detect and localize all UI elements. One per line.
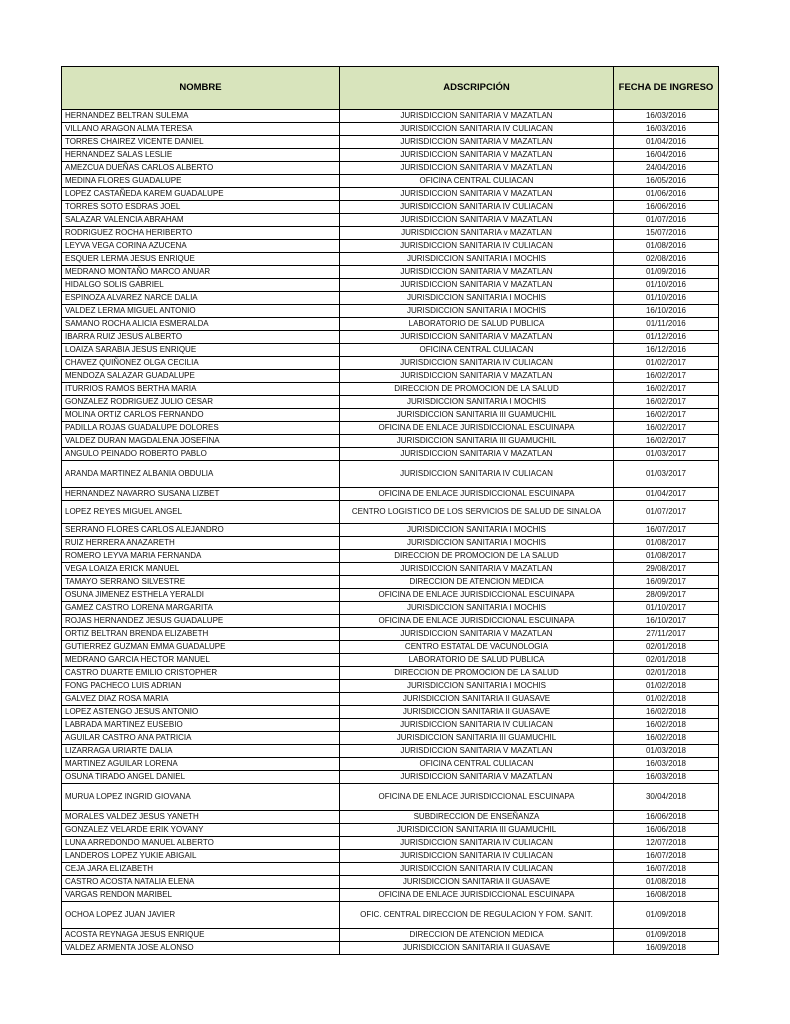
cell-fecha: 01/04/2016 — [614, 136, 719, 149]
cell-nombre: LIZARRAGA URIARTE DALIA — [62, 745, 340, 758]
cell-nombre: LABRADA MARTINEZ EUSEBIO — [62, 719, 340, 732]
table-row — [62, 929, 719, 942]
cell-fecha: 01/02/2018 — [614, 680, 719, 693]
table-row — [62, 136, 719, 149]
cell-fecha: 02/01/2018 — [614, 654, 719, 667]
cell-nombre: MEDINA FLORES GUADALUPE — [62, 175, 340, 188]
cell-adscripcion: JURISDICCION SANITARIA II GUASAVE — [340, 693, 614, 706]
cell-fecha: 16/02/2018 — [614, 719, 719, 732]
cell-nombre: ARANDA MARTINEZ ALBANIA OBDULIA — [62, 461, 340, 488]
cell-adscripcion: JURISDICCION SANITARIA III GUAMUCHIL — [340, 409, 614, 422]
cell-adscripcion: JURISDICCION SANITARIA I MOCHIS — [340, 305, 614, 318]
cell-adscripcion: OFICINA DE ENLACE JURISDICCIONAL ESCUINAPA — [340, 615, 614, 628]
table-row — [62, 550, 719, 563]
cell-nombre: MENDOZA SALAZAR GUADALUPE — [62, 370, 340, 383]
cell-fecha: 16/02/2017 — [614, 435, 719, 448]
cell-adscripcion: JURISDICCION SANITARIA I MOCHIS — [340, 524, 614, 537]
cell-nombre: VALDEZ DURAN MAGDALENA JOSEFINA — [62, 435, 340, 448]
cell-fecha: 28/09/2017 — [614, 589, 719, 602]
cell-fecha: 01/08/2017 — [614, 550, 719, 563]
cell-adscripcion: JURISDICCION SANITARIA IV CULIACAN — [340, 850, 614, 863]
cell-fecha: 16/02/2018 — [614, 706, 719, 719]
cell-adscripcion: JURISDICCION SANITARIA I MOCHIS — [340, 292, 614, 305]
table-row — [62, 719, 719, 732]
cell-fecha: 16/06/2018 — [614, 824, 719, 837]
cell-fecha: 16/10/2016 — [614, 305, 719, 318]
table-row — [62, 902, 719, 929]
cell-fecha: 16/04/2016 — [614, 149, 719, 162]
cell-adscripcion: JURISDICCION SANITARIA I MOCHIS — [340, 602, 614, 615]
cell-nombre: RUIZ HERRERA ANAZARETH — [62, 537, 340, 550]
cell-adscripcion: OFICINA CENTRAL CULIACAN — [340, 758, 614, 771]
table-row — [62, 214, 719, 227]
table-row — [62, 396, 719, 409]
cell-adscripcion: JURISDICCION SANITARIA V MAZATLAN — [340, 331, 614, 344]
cell-nombre: ITURRIOS RAMOS BERTHA MARIA — [62, 383, 340, 396]
header-fecha-ingreso: FECHA DE INGRESO — [614, 67, 719, 110]
cell-adscripcion: JURISDICCION SANITARIA I MOCHIS — [340, 680, 614, 693]
table-row — [62, 706, 719, 719]
table-row — [62, 524, 719, 537]
cell-adscripcion: OFICINA CENTRAL CULIACAN — [340, 175, 614, 188]
cell-nombre: TAMAYO SERRANO SILVESTRE — [62, 576, 340, 589]
cell-nombre: OSUNA JIMENEZ ESTHELA YERALDI — [62, 589, 340, 602]
cell-fecha: 29/08/2017 — [614, 563, 719, 576]
cell-nombre: LOPEZ ASTENGO JESUS ANTONIO — [62, 706, 340, 719]
cell-fecha: 01/04/2017 — [614, 488, 719, 501]
cell-nombre: LUNA ARREDONDO MANUEL ALBERTO — [62, 837, 340, 850]
cell-adscripcion: JURISDICCION SANITARIA IV CULIACAN — [340, 863, 614, 876]
table-row — [62, 615, 719, 628]
cell-adscripcion: JURISDICCION SANITARIA V MAZATLAN — [340, 266, 614, 279]
table-row — [62, 680, 719, 693]
cell-adscripcion: JURISDICCION SANITARIA I MOCHIS — [340, 537, 614, 550]
table-row — [62, 292, 719, 305]
table-row — [62, 850, 719, 863]
table-row — [62, 576, 719, 589]
table-row — [62, 771, 719, 784]
table-row — [62, 889, 719, 902]
cell-adscripcion: JURISDICCION SANITARIA I MOCHIS — [340, 396, 614, 409]
cell-fecha: 15/07/2016 — [614, 227, 719, 240]
cell-fecha: 16/07/2017 — [614, 524, 719, 537]
cell-fecha: 01/07/2017 — [614, 501, 719, 524]
table-row — [62, 370, 719, 383]
cell-nombre: VARGAS RENDON MARIBEL — [62, 889, 340, 902]
cell-nombre: ACOSTA REYNAGA JESUS ENRIQUE — [62, 929, 340, 942]
table-row — [62, 331, 719, 344]
table-row — [62, 383, 719, 396]
cell-adscripcion: JURISDICCION SANITARIA IV CULIACAN — [340, 357, 614, 370]
cell-fecha: 01/12/2016 — [614, 331, 719, 344]
cell-fecha: 01/06/2016 — [614, 188, 719, 201]
cell-adscripcion: LABORATORIO DE SALUD PUBLICA — [340, 654, 614, 667]
cell-nombre: MEDRANO MONTAÑO MARCO ANUAR — [62, 266, 340, 279]
cell-fecha: 16/03/2018 — [614, 758, 719, 771]
table-row — [62, 266, 719, 279]
cell-nombre: MORALES VALDEZ JESUS YANETH — [62, 811, 340, 824]
table-row — [62, 461, 719, 488]
table-row — [62, 344, 719, 357]
table-row — [62, 435, 719, 448]
table-row — [62, 149, 719, 162]
cell-fecha: 16/02/2017 — [614, 383, 719, 396]
cell-adscripcion: CENTRO LOGISTICO DE LOS SERVICIOS DE SALUD DE SINALOA — [340, 501, 614, 524]
table-row — [62, 758, 719, 771]
employee-table — [61, 66, 719, 955]
cell-adscripcion: OFICINA CENTRAL CULIACAN — [340, 344, 614, 357]
cell-nombre: CEJA JARA ELIZABETH — [62, 863, 340, 876]
cell-fecha: 01/10/2016 — [614, 292, 719, 305]
table-row — [62, 162, 719, 175]
cell-nombre: SALAZAR VALENCIA ABRAHAM — [62, 214, 340, 227]
cell-fecha: 27/11/2017 — [614, 628, 719, 641]
cell-nombre: LEYVA VEGA CORINA AZUCENA — [62, 240, 340, 253]
cell-nombre: OCHOA LOPEZ JUAN JAVIER — [62, 902, 340, 929]
cell-fecha: 01/11/2016 — [614, 318, 719, 331]
cell-adscripcion: JURISDICCION SANITARIA IV CULIACAN — [340, 240, 614, 253]
cell-fecha: 16/06/2016 — [614, 201, 719, 214]
cell-nombre: PADILLA ROJAS GUADALUPE DOLORES — [62, 422, 340, 435]
table-row — [62, 305, 719, 318]
cell-nombre: GONZALEZ VELARDE ERIK YOVANY — [62, 824, 340, 837]
cell-nombre: CASTRO ACOSTA NATALIA ELENA — [62, 876, 340, 889]
cell-adscripcion: JURISDICCION SANITARIA V MAZATLAN — [340, 448, 614, 461]
cell-adscripcion: JURISDICCION SANITARIA V MAZATLAN — [340, 370, 614, 383]
cell-fecha: 01/03/2017 — [614, 448, 719, 461]
cell-adscripcion: JURISDICCION SANITARIA V MAZATLAN — [340, 771, 614, 784]
cell-nombre: OSUNA TIRADO ANGEL DANIEL — [62, 771, 340, 784]
table-row — [62, 253, 719, 266]
cell-fecha: 16/10/2017 — [614, 615, 719, 628]
table-row — [62, 863, 719, 876]
header-adscripcion: ADSCRIPCIÓN — [340, 67, 614, 110]
cell-adscripcion: JURISDICCION SANITARIA V MAZATLAN — [340, 136, 614, 149]
cell-fecha: 02/01/2018 — [614, 667, 719, 680]
cell-fecha: 16/12/2016 — [614, 344, 719, 357]
cell-fecha: 01/08/2016 — [614, 240, 719, 253]
cell-fecha: 01/10/2016 — [614, 279, 719, 292]
table-row — [62, 641, 719, 654]
cell-nombre: VALDEZ LERMA MIGUEL ANTONIO — [62, 305, 340, 318]
cell-fecha: 16/02/2017 — [614, 396, 719, 409]
cell-adscripcion: OFICINA DE ENLACE JURISDICCIONAL ESCUINAPA — [340, 784, 614, 811]
cell-adscripcion: JURISDICCION SANITARIA II GUASAVE — [340, 876, 614, 889]
cell-adscripcion: LABORATORIO DE SALUD PUBLICA — [340, 318, 614, 331]
cell-nombre: MOLINA ORTIZ CARLOS FERNANDO — [62, 409, 340, 422]
cell-fecha: 01/03/2018 — [614, 745, 719, 758]
cell-nombre: AGUILAR CASTRO ANA PATRICIA — [62, 732, 340, 745]
cell-nombre: ROJAS HERNANDEZ JESUS GUADALUPE — [62, 615, 340, 628]
cell-nombre: CASTRO DUARTE EMILIO CRISTOPHER — [62, 667, 340, 680]
cell-fecha: 16/02/2017 — [614, 409, 719, 422]
cell-nombre: LOPEZ CASTAÑEDA KAREM GUADALUPE — [62, 188, 340, 201]
cell-nombre: VEGA LOAIZA ERICK MANUEL — [62, 563, 340, 576]
cell-nombre: GALVEZ DIAZ ROSA MARIA — [62, 693, 340, 706]
cell-fecha: 16/02/2017 — [614, 422, 719, 435]
cell-adscripcion: DIRECCION DE PROMOCION DE LA SALUD — [340, 667, 614, 680]
cell-adscripcion: JURISDICCION SANITARIA V MAZATLAN — [340, 628, 614, 641]
header-row — [62, 67, 719, 110]
cell-nombre: TORRES SOTO ESDRAS JOEL — [62, 201, 340, 214]
cell-nombre: MEDRANO GARCIA HECTOR MANUEL — [62, 654, 340, 667]
cell-adscripcion: OFICINA DE ENLACE JURISDICCIONAL ESCUINAPA — [340, 889, 614, 902]
cell-adscripcion: JURISDICCION SANITARIA V MAZATLAN — [340, 279, 614, 292]
cell-fecha: 01/09/2016 — [614, 266, 719, 279]
cell-nombre: ANGULO PEINADO ROBERTO PABLO — [62, 448, 340, 461]
cell-adscripcion: DIRECCION DE PROMOCION DE LA SALUD — [340, 383, 614, 396]
cell-nombre: MURUA LOPEZ INGRID GIOVANA — [62, 784, 340, 811]
cell-adscripcion: JURISDICCION SANITARIA V MAZATLAN — [340, 745, 614, 758]
table-row — [62, 654, 719, 667]
cell-fecha: 16/02/2017 — [614, 370, 719, 383]
cell-adscripcion: JURISDICCION SANITARIA v MAZATLAN — [340, 227, 614, 240]
cell-adscripcion: DIRECCION DE ATENCION MEDICA — [340, 929, 614, 942]
cell-fecha: 16/05/2016 — [614, 175, 719, 188]
table-row — [62, 488, 719, 501]
cell-adscripcion: JURISDICCION SANITARIA IV CULIACAN — [340, 461, 614, 488]
table-row — [62, 876, 719, 889]
table-row — [62, 318, 719, 331]
cell-fecha: 16/07/2018 — [614, 863, 719, 876]
table-row — [62, 942, 719, 955]
table-row — [62, 628, 719, 641]
cell-adscripcion: JURISDICCION SANITARIA V MAZATLAN — [340, 149, 614, 162]
cell-nombre: FONG PACHECO LUIS ADRIAN — [62, 680, 340, 693]
cell-adscripcion: DIRECCION DE ATENCION MEDICA — [340, 576, 614, 589]
cell-fecha: 16/09/2018 — [614, 942, 719, 955]
cell-nombre: VILLANO ARAGON ALMA TERESA — [62, 123, 340, 136]
cell-adscripcion: JURISDICCION SANITARIA V MAZATLAN — [340, 162, 614, 175]
cell-fecha: 16/02/2018 — [614, 732, 719, 745]
cell-nombre: LANDEROS LOPEZ YUKIE ABIGAIL — [62, 850, 340, 863]
cell-fecha: 01/02/2018 — [614, 693, 719, 706]
table-row — [62, 501, 719, 524]
table-body — [62, 110, 719, 955]
table-row — [62, 357, 719, 370]
table-row — [62, 537, 719, 550]
cell-nombre: CHAVEZ QUIÑONEZ OLGA CECILIA — [62, 357, 340, 370]
table-row — [62, 745, 719, 758]
cell-adscripcion: JURISDICCION SANITARIA II GUASAVE — [340, 706, 614, 719]
table-row — [62, 201, 719, 214]
table-row — [62, 188, 719, 201]
cell-adscripcion: JURISDICCION SANITARIA V MAZATLAN — [340, 110, 614, 123]
table-row — [62, 409, 719, 422]
cell-adscripcion: JURISDICCION SANITARIA V MAZATLAN — [340, 188, 614, 201]
cell-nombre: SERRANO FLORES CARLOS ALEJANDRO — [62, 524, 340, 537]
cell-adscripcion: OFIC. CENTRAL DIRECCION DE REGULACION Y FOM. SANIT. — [340, 902, 614, 929]
cell-adscripcion: OFICINA DE ENLACE JURISDICCIONAL ESCUINAPA — [340, 422, 614, 435]
cell-nombre: ORTIZ BELTRAN BRENDA ELIZABETH — [62, 628, 340, 641]
header-nombre: NOMBRE — [62, 67, 340, 110]
cell-nombre: HERNANDEZ SALAS LESLIE — [62, 149, 340, 162]
cell-nombre: GAMEZ CASTRO LORENA MARGARITA — [62, 602, 340, 615]
cell-fecha: 24/04/2016 — [614, 162, 719, 175]
cell-fecha: 01/07/2016 — [614, 214, 719, 227]
cell-fecha: 16/03/2016 — [614, 110, 719, 123]
cell-adscripcion: OFICINA DE ENLACE JURISDICCIONAL ESCUINAPA — [340, 589, 614, 602]
cell-fecha: 30/04/2018 — [614, 784, 719, 811]
table-row — [62, 563, 719, 576]
cell-adscripcion: JURISDICCION SANITARIA IV CULIACAN — [340, 719, 614, 732]
cell-nombre: SAMANO ROCHA ALICIA ESMERALDA — [62, 318, 340, 331]
table-row — [62, 732, 719, 745]
cell-nombre: GUTIERREZ GUZMAN EMMA GUADALUPE — [62, 641, 340, 654]
cell-nombre: AMEZCUA DUEÑAS CARLOS ALBERTO — [62, 162, 340, 175]
cell-adscripcion: SUBDIRECCION DE ENSEÑANZA — [340, 811, 614, 824]
table-row — [62, 175, 719, 188]
table-row — [62, 422, 719, 435]
cell-nombre: ESPINOZA ALVAREZ NARCE DALIA — [62, 292, 340, 305]
cell-fecha: 16/09/2017 — [614, 576, 719, 589]
cell-adscripcion: JURISDICCION SANITARIA II GUASAVE — [340, 942, 614, 955]
cell-nombre: RODRIGUEZ ROCHA HERIBERTO — [62, 227, 340, 240]
cell-fecha: 01/02/2017 — [614, 357, 719, 370]
cell-nombre: TORRES CHAIREZ VICENTE DANIEL — [62, 136, 340, 149]
table-row — [62, 279, 719, 292]
cell-adscripcion: JURISDICCION SANITARIA IV CULIACAN — [340, 837, 614, 850]
cell-nombre: LOAIZA SARABIA JESUS ENRIQUE — [62, 344, 340, 357]
cell-adscripcion: JURISDICCION SANITARIA IV CULIACAN — [340, 201, 614, 214]
table-row — [62, 837, 719, 850]
cell-nombre: LOPEZ REYES MIGUEL ANGEL — [62, 501, 340, 524]
cell-adscripcion: JURISDICCION SANITARIA I MOCHIS — [340, 253, 614, 266]
cell-fecha: 16/08/2018 — [614, 889, 719, 902]
cell-nombre: ESQUER LERMA JESUS ENRIQUE — [62, 253, 340, 266]
table-row — [62, 448, 719, 461]
table-row — [62, 240, 719, 253]
table-row — [62, 227, 719, 240]
cell-fecha: 12/07/2018 — [614, 837, 719, 850]
table-row — [62, 811, 719, 824]
table-row — [62, 693, 719, 706]
table-row — [62, 110, 719, 123]
cell-adscripcion: JURISDICCION SANITARIA III GUAMUCHIL — [340, 824, 614, 837]
cell-nombre: IBARRA RUIZ JESUS ALBERTO — [62, 331, 340, 344]
cell-adscripcion: CENTRO ESTATAL DE VACUNOLOGIA — [340, 641, 614, 654]
cell-nombre: HERNANDEZ BELTRAN SULEMA — [62, 110, 340, 123]
table-row — [62, 824, 719, 837]
table-row — [62, 589, 719, 602]
cell-fecha: 02/08/2016 — [614, 253, 719, 266]
cell-fecha: 16/07/2018 — [614, 850, 719, 863]
cell-adscripcion: JURISDICCION SANITARIA IV CULIACAN — [340, 123, 614, 136]
cell-adscripcion: JURISDICCION SANITARIA V MAZATLAN — [340, 563, 614, 576]
cell-fecha: 01/10/2017 — [614, 602, 719, 615]
cell-fecha: 16/03/2018 — [614, 771, 719, 784]
cell-nombre: VALDEZ ARMENTA JOSE ALONSO — [62, 942, 340, 955]
cell-nombre: HIDALGO SOLIS GABRIEL — [62, 279, 340, 292]
cell-adscripcion: JURISDICCION SANITARIA V MAZATLAN — [340, 214, 614, 227]
cell-fecha: 01/08/2017 — [614, 537, 719, 550]
cell-adscripcion: DIRECCION DE PROMOCION DE LA SALUD — [340, 550, 614, 563]
cell-fecha: 01/08/2018 — [614, 876, 719, 889]
table-row — [62, 667, 719, 680]
cell-nombre: HERNANDEZ NAVARRO SUSANA LIZBET — [62, 488, 340, 501]
cell-adscripcion: JURISDICCION SANITARIA III GUAMUCHIL — [340, 435, 614, 448]
table-row — [62, 123, 719, 136]
cell-fecha: 16/03/2016 — [614, 123, 719, 136]
table-row — [62, 784, 719, 811]
cell-nombre: GONZALEZ RODRIGUEZ JULIO CESAR — [62, 396, 340, 409]
cell-fecha: 01/03/2017 — [614, 461, 719, 488]
cell-fecha: 01/09/2018 — [614, 902, 719, 929]
employee-sheet — [61, 66, 718, 955]
cell-fecha: 02/01/2018 — [614, 641, 719, 654]
cell-adscripcion: OFICINA DE ENLACE JURISDICCIONAL ESCUINAPA — [340, 488, 614, 501]
cell-nombre: MARTINEZ AGUILAR LORENA — [62, 758, 340, 771]
cell-fecha: 01/09/2018 — [614, 929, 719, 942]
table-row — [62, 602, 719, 615]
cell-adscripcion: JURISDICCION SANITARIA III GUAMUCHIL — [340, 732, 614, 745]
cell-nombre: ROMERO LEYVA MARIA FERNANDA — [62, 550, 340, 563]
cell-fecha: 16/06/2018 — [614, 811, 719, 824]
